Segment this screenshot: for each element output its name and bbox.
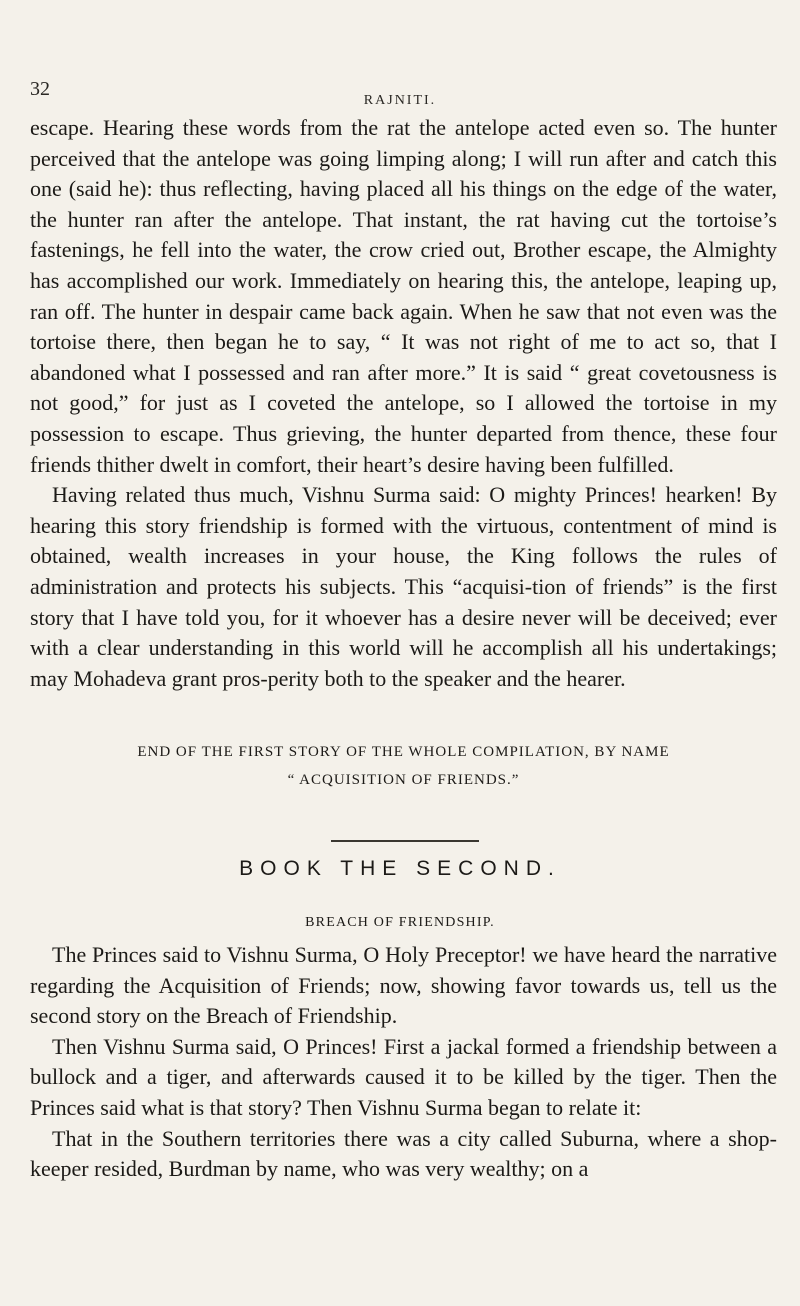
paragraph: Having related thus much, Vishnu Surma said: O mighty Princes! hearken! By hearing this story friendship is formed with the virtuous, contentment of mind is obtained, wealth increases in your house, the King follows the rules of administration and protects his subjects. This “acquisi-tion of friends” is the first story that I have told you, for it whoever has a desire never will be deceived; ever with a clear understanding in this world will he accomplish all his undertakings; may Mohadeva grant pros-perity both to the speaker and the hearer. xyxy=(30,482,777,691)
paragraph: That in the Southern territories there was a city called Suburna, where a shop-keeper resided, Burdman by name, who was very wealthy; on a xyxy=(30,1125,777,1182)
section-divider xyxy=(331,840,479,842)
page-number: 32 xyxy=(30,78,50,100)
chapter-subheading: BREACH OF FRIENDSHIP. xyxy=(305,915,495,930)
running-head: RAJNITI. xyxy=(363,93,437,108)
end-note-line: “ ACQUISITION OF FRIENDS.” xyxy=(287,772,520,788)
book-heading: BOOK THE SECOND. xyxy=(239,857,561,880)
end-of-story-note xyxy=(30,738,777,794)
end-note-line: END OF THE FIRST STORY OF THE WHOLE COMPILATION, BY NAME xyxy=(137,744,670,760)
text-block-part1 xyxy=(30,113,777,694)
paragraph: The Princes said to Vishnu Surma, O Holy Preceptor! we have heard the narrative regarding the Acquisition of Friends; now, showing favor towards us, tell us the second story on the Breach of Friendship. xyxy=(30,942,777,1029)
paragraph: Then Vishnu Surma said, O Princes! First a jackal formed a friendship between a bullock and a tiger, and afterwards caused it to be killed by the tiger. Then the Princes said what is that story? Then Vishnu Surma began to relate it: xyxy=(30,1033,777,1120)
text-block-part2 xyxy=(30,940,777,1185)
paragraph: escape. Hearing these words from the rat the antelope acted even so. The hunter perceived that the antelope was going limping along; I will run after and catch this one (said he): thus reflecting, having placed all his things on the edge of the water, the hunter ran after the antelope. That instant, the rat having cut the tortoise’s fastenings, he fell into the water, the crow cried out, Brother escape, the Almighty has accomplished our work. Immediately on hearing this, the antelope, leaping up, ran off. The hunter in despair came back again. When he saw that not even was the tortoise there, then began he to say, “ It was not right of me to act so, that I abandoned what I possessed and ran after more.” It is said “ great covetousness is not good,” for just as I coveted the antelope, so I allowed the tortoise in my possession to escape. Thus grieving, the hunter departed from thence, these four friends thither dwelt in comfort, their heart’s desire having been fulfilled. xyxy=(30,115,777,477)
